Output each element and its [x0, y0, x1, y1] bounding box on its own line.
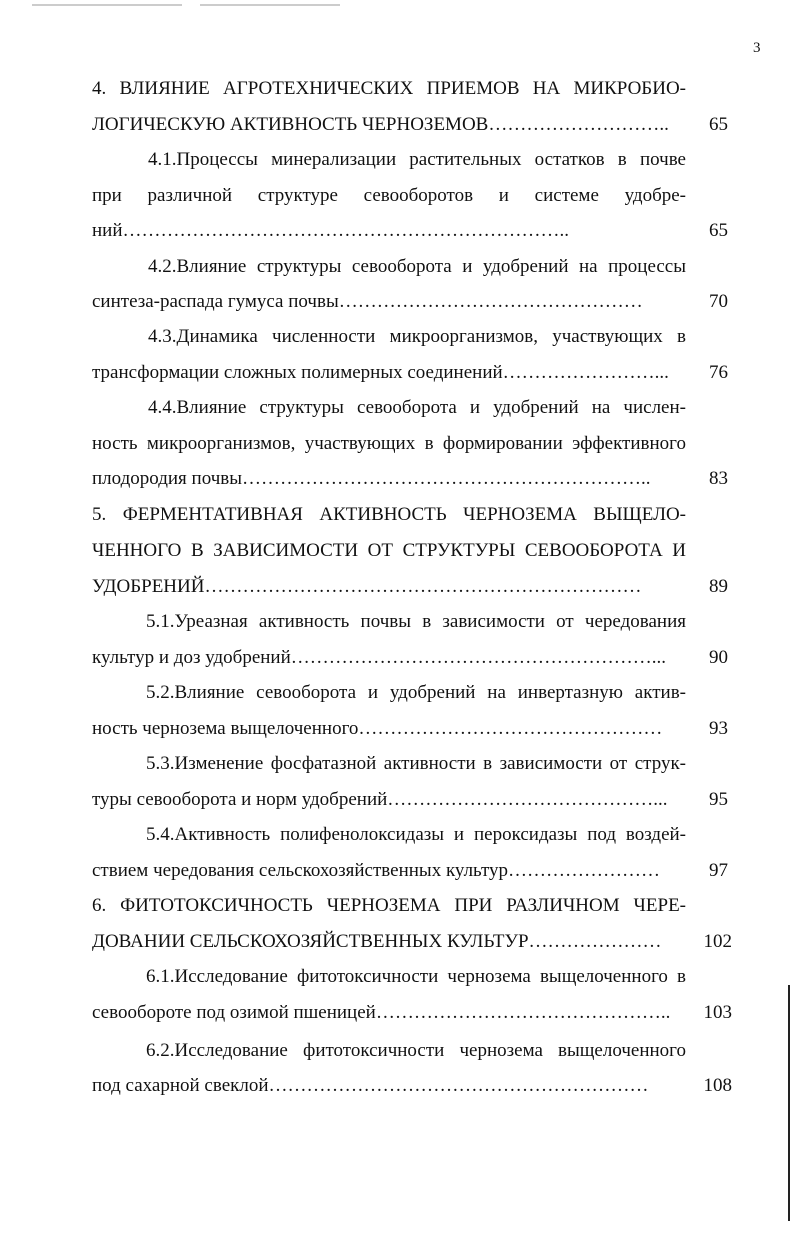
toc-entry-4-1-line-3: ний…………………………………………………………….. [92, 220, 570, 241]
toc-entry-5-1-line-2: культур и доз удобрений…………………………………………………... [92, 647, 667, 668]
toc-entry-6-1-line-1: 6.1.Исследование фитотоксичности чернозема выщелоченного в [146, 966, 686, 987]
toc-entry-4-1-line-2: при различной структуре севооборотов и системе удобре- [92, 185, 686, 206]
toc-entry-4-4-line-1: 4.4.Влияние структуры севооборота и удобрений на числен- [148, 397, 686, 418]
toc-entry-4-page: 65 [709, 114, 728, 135]
toc-entry-5-4-page: 97 [709, 860, 728, 881]
toc-entry-5-4-line-2: ствием чередования сельскохозяйственных культур…………………… [92, 860, 661, 881]
toc-entry-4-3-page: 76 [709, 362, 728, 383]
toc-entry-5-3-page: 95 [709, 789, 728, 810]
toc-entry-6-page: 102 [703, 931, 732, 952]
toc-entry-6-1-line-2: севообороте под озимой пшеницей……………………………………….. [92, 1002, 671, 1023]
toc-entry-5-line-1: 5. ФЕРМЕНТАТИВНАЯ АКТИВНОСТЬ ЧЕРНОЗЕМА ВЫЩЕЛО- [92, 504, 686, 525]
toc-entry-4-1-page: 65 [709, 220, 728, 241]
scan-artifact [200, 4, 340, 6]
toc-entry-4-2-line-2: синтеза-распада гумуса почвы………………………………………… [92, 291, 643, 312]
toc-entry-5-3-line-2: туры севооборота и норм удобрений……………………………………... [92, 789, 668, 810]
toc-entry-6-2-line-2: под сахарной свеклой…………………………………………………… [92, 1075, 649, 1096]
toc-entry-6-line-2: ДОВАНИИ СЕЛЬСКОХОЗЯЙСТВЕННЫХ КУЛЬТУР………………… [92, 931, 662, 952]
toc-entry-5-page: 89 [709, 576, 728, 597]
toc-entry-5-line-3: УДОБРЕНИЙ…………………………………………………………… [92, 576, 642, 597]
scan-edge-line [788, 985, 790, 1221]
toc-entry-4-1-line-1: 4.1.Процессы минерализации растительных остатков в почве [148, 149, 686, 170]
toc-entry-5-line-2: ЧЕННОГО В ЗАВИСИМОСТИ ОТ СТРУКТУРЫ СЕВООБОРОТА И [92, 540, 686, 561]
scan-artifact [32, 4, 182, 6]
page-number: 3 [753, 40, 761, 56]
toc-entry-5-1-page: 90 [709, 647, 728, 668]
toc-entry-5-2-line-1: 5.2.Влияние севооборота и удобрений на инвертазную актив- [146, 682, 686, 703]
toc-entry-6-1-page: 103 [703, 1002, 732, 1023]
toc-entry-5-1-line-1: 5.1.Уреазная активность почвы в зависимости от чередования [146, 611, 686, 632]
toc-entry-5-3-line-1: 5.3.Изменение фосфатазной активности в зависимости от струк- [146, 753, 686, 774]
toc-entry-4-4-line-3: плодородия почвы……………………………………………………….. [92, 468, 651, 489]
toc-entry-4-4-page: 83 [709, 468, 728, 489]
toc-entry-6-2-line-1: 6.2.Исследование фитотоксичности чернозема выщелоченного [146, 1040, 686, 1061]
toc-entry-5-2-line-2: ность чернозема выщелоченного………………………………………… [92, 718, 663, 739]
toc-entry-6-line-1: 6. ФИТОТОКСИЧНОСТЬ ЧЕРНОЗЕМА ПРИ РАЗЛИЧНОМ ЧЕРЕ- [92, 895, 686, 916]
toc-entry-4-3-line-1: 4.3.Динамика численности микроорганизмов, участвующих в [148, 326, 686, 347]
toc-entry-4-2-line-1: 4.2.Влияние структуры севооборота и удобрений на процессы [148, 256, 686, 277]
toc-entry-6-2-page: 108 [703, 1075, 732, 1096]
toc-entry-4-2-page: 70 [709, 291, 728, 312]
toc-entry-4-line-2: ЛОГИЧЕСКУЮ АКТИВНОСТЬ ЧЕРНОЗЕМОВ……………………….. [92, 114, 669, 135]
toc-entry-4-line-1: 4. ВЛИЯНИЕ АГРОТЕХНИЧЕСКИХ ПРИЕМОВ НА МИКРОБИО- [92, 78, 686, 99]
toc-entry-4-3-line-2: трансформации сложных полимерных соединений……………………... [92, 362, 669, 383]
toc-entry-4-4-line-2: ность микроорганизмов, участвующих в формировании эффективного [92, 433, 686, 454]
toc-entry-5-4-line-1: 5.4.Активность полифенолоксидазы и пероксидазы под воздей- [146, 824, 686, 845]
toc-entry-5-2-page: 93 [709, 718, 728, 739]
